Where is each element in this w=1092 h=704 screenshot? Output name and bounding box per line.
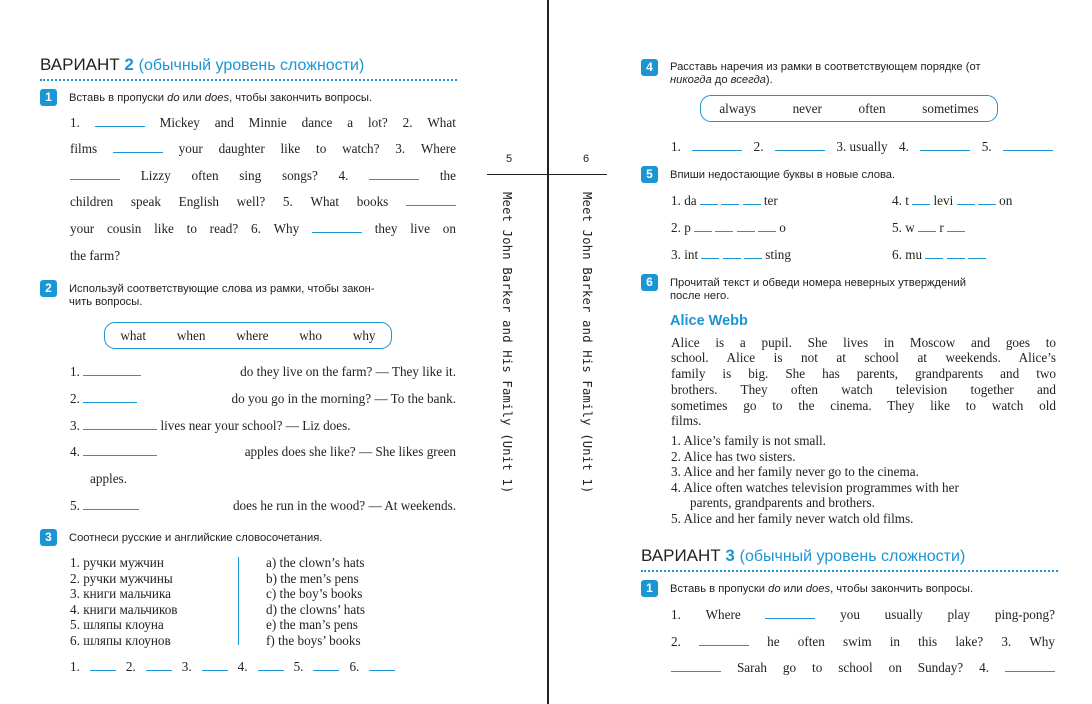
variant-3-title: ВАРИАНТ 3 (обычный уровень сложности) (641, 546, 966, 565)
reading-text-line-5: sometimes go to the cinema. They like to watch old (671, 398, 1056, 413)
task-5-instruction: Впиши недостающие буквы в новые слова. (670, 169, 896, 181)
text-title: Alice Webb (670, 313, 748, 329)
task-6-statements: 1. Alice’s family is not small. 2. Alice has two sisters. 3. Alice and her family never go to the cinema. 4. Alice often watches television programmes with her parents, grandparents and brothers. 5. Alice and her family never watch old films. (671, 433, 959, 526)
reading-text-line-6: films. (671, 413, 702, 428)
task-1-line-5: your cousin like to read? 6. Why they live on (70, 221, 456, 236)
answer-blank[interactable] (671, 670, 721, 672)
task-5-number: 5 (641, 166, 658, 183)
task-3-column-divider (238, 557, 239, 645)
reading-text-line-3: family is big. She has parents, grandparents and two (671, 366, 1056, 381)
variant-3-task-1-number: 1 (641, 580, 658, 597)
variant-3-task-1-line-2: 2. he often swim in this lake? 3. Why (671, 634, 1055, 649)
task-2-item-3: 3. lives near your school? — Liz does. (70, 418, 351, 433)
page-spine (547, 0, 549, 704)
running-head-left: Meet John Barker and His Family (Unit 1) (500, 192, 514, 494)
answer-blank[interactable] (1005, 670, 1055, 672)
answer-blank[interactable] (699, 644, 749, 646)
task-1-line-1: 1. Mickey and Minnie dance a lot? 2. What (70, 115, 456, 130)
task-4-answers: 1. 2. 3. usually 4. 5. (671, 139, 1053, 155)
answer-blank[interactable] (95, 125, 145, 127)
answer-blank[interactable] (83, 374, 141, 376)
answer-blank[interactable] (83, 428, 157, 430)
task-4-number: 4 (641, 59, 658, 76)
answer-blank[interactable] (83, 401, 137, 403)
task-3-instruction: Соотнеси русские и английские словосочетания. (69, 532, 323, 544)
answer-blank[interactable] (258, 669, 284, 671)
task-2-item-4: 4. apples does she like? — She likes green (70, 444, 456, 459)
answer-blank[interactable] (313, 669, 339, 671)
reading-text: Alice is a pupil. She lives in Moscow and goes to (671, 335, 1056, 350)
task-2-instruction: Используй соответствующие слова из рамки, чтобы закон- чить вопросы. (69, 283, 375, 308)
task-1-number: 1 (40, 89, 57, 106)
title-underline (40, 79, 457, 81)
task-4-instruction: Расставь наречия из рамки в соответствующем порядке (от никогда до всегда). (670, 61, 981, 86)
task-2-item-5: 5. does he run in the wood? — At weekends. (70, 498, 456, 513)
task-5-item-3: 3. int sting (671, 247, 791, 262)
task-1-instruction: Вставь в пропуски do или does, чтобы закончить вопросы. (69, 92, 373, 104)
task-3-number: 3 (40, 529, 57, 546)
answer-blank[interactable] (202, 669, 228, 671)
answer-blank[interactable] (369, 178, 419, 180)
page-number-right: 6 (583, 153, 590, 165)
answer-blank[interactable] (406, 204, 456, 206)
reading-text-line-4: brothers. They often watch television together and (671, 382, 1056, 397)
reading-text-line-2: school. Alice is not at school at weekends. Alice’s (671, 350, 1056, 365)
answer-blank[interactable] (1003, 149, 1053, 151)
task-1-line-4: children speak English well? 5. What books (70, 194, 456, 210)
variant-3-underline (641, 570, 1058, 572)
answer-blank[interactable] (765, 617, 815, 619)
answer-blank[interactable] (90, 669, 116, 671)
page-number-left: 5 (506, 153, 513, 165)
variant-3-task-1-line-3: Sarah go to school on Sunday? 4. (671, 660, 1055, 676)
answer-blank[interactable] (146, 669, 172, 671)
task-2-number: 2 (40, 280, 57, 297)
task-3-english-list: a) the clown’s hats b) the men’s pens c) the boy’s books d) the clowns’ hats e) the man’s pens f) the boys’ books (266, 555, 366, 648)
task-6-instruction: Прочитай текст и обведи номера неверных утверждений после него. (670, 277, 966, 302)
answer-blank[interactable] (70, 178, 120, 180)
task-1-line-3: Lizzy often sing songs? 4. the (70, 168, 456, 184)
variant-3-task-1-line-1: 1. Where you usually play ping-pong? (671, 607, 1055, 622)
task-3-russian-list: 1. ручки мужчин 2. ручки мужчины 3. книги мальчика 4. книги мальчиков 5. шляпы клоуна 6. шляпы клоунов (70, 555, 178, 648)
answer-blank[interactable] (83, 454, 157, 456)
task-5-item-4: 4. t levi on (892, 193, 1013, 208)
variant-3-task-1-instruction: Вставь в пропуски do или does, чтобы закончить вопросы. (670, 583, 974, 595)
answer-blank[interactable] (920, 149, 970, 151)
running-head-right: Meet John Barker and His Family (Unit 1) (580, 192, 594, 494)
answer-blank[interactable] (775, 149, 825, 151)
answer-blank[interactable] (83, 508, 139, 510)
answer-blank[interactable] (369, 669, 395, 671)
spine-crossline (487, 174, 607, 175)
task-5-item-5: 5. w r (892, 220, 965, 236)
task-6-number: 6 (641, 274, 658, 291)
task-2-item-4-cont: apples. (90, 471, 127, 486)
task-2-item-1: 1. do they live on the farm? — They like it. (70, 364, 456, 379)
task-5-item-1: 1. da ter (671, 193, 778, 208)
task-5-item-2: 2. p o (671, 220, 786, 235)
task-1-line-2: films your daughter like to watch? 3. Where (70, 141, 456, 156)
answer-blank[interactable] (692, 149, 742, 151)
task-4-word-box: always never often sometimes (700, 95, 998, 122)
task-3-answers: 1. 2. 3. 4. 5. 6. (70, 659, 395, 675)
answer-blank[interactable] (312, 231, 362, 233)
task-2-item-2: 2. do you go in the morning? — To the bank. (70, 391, 456, 406)
task-5-item-6: 6. mu (892, 247, 986, 263)
variant-2-title: ВАРИАНТ 2 (обычный уровень сложности) (40, 55, 365, 74)
task-1-line-6: the farm? (70, 248, 121, 263)
answer-blank[interactable] (113, 151, 163, 153)
task-2-word-box: what when where who why (104, 322, 392, 349)
